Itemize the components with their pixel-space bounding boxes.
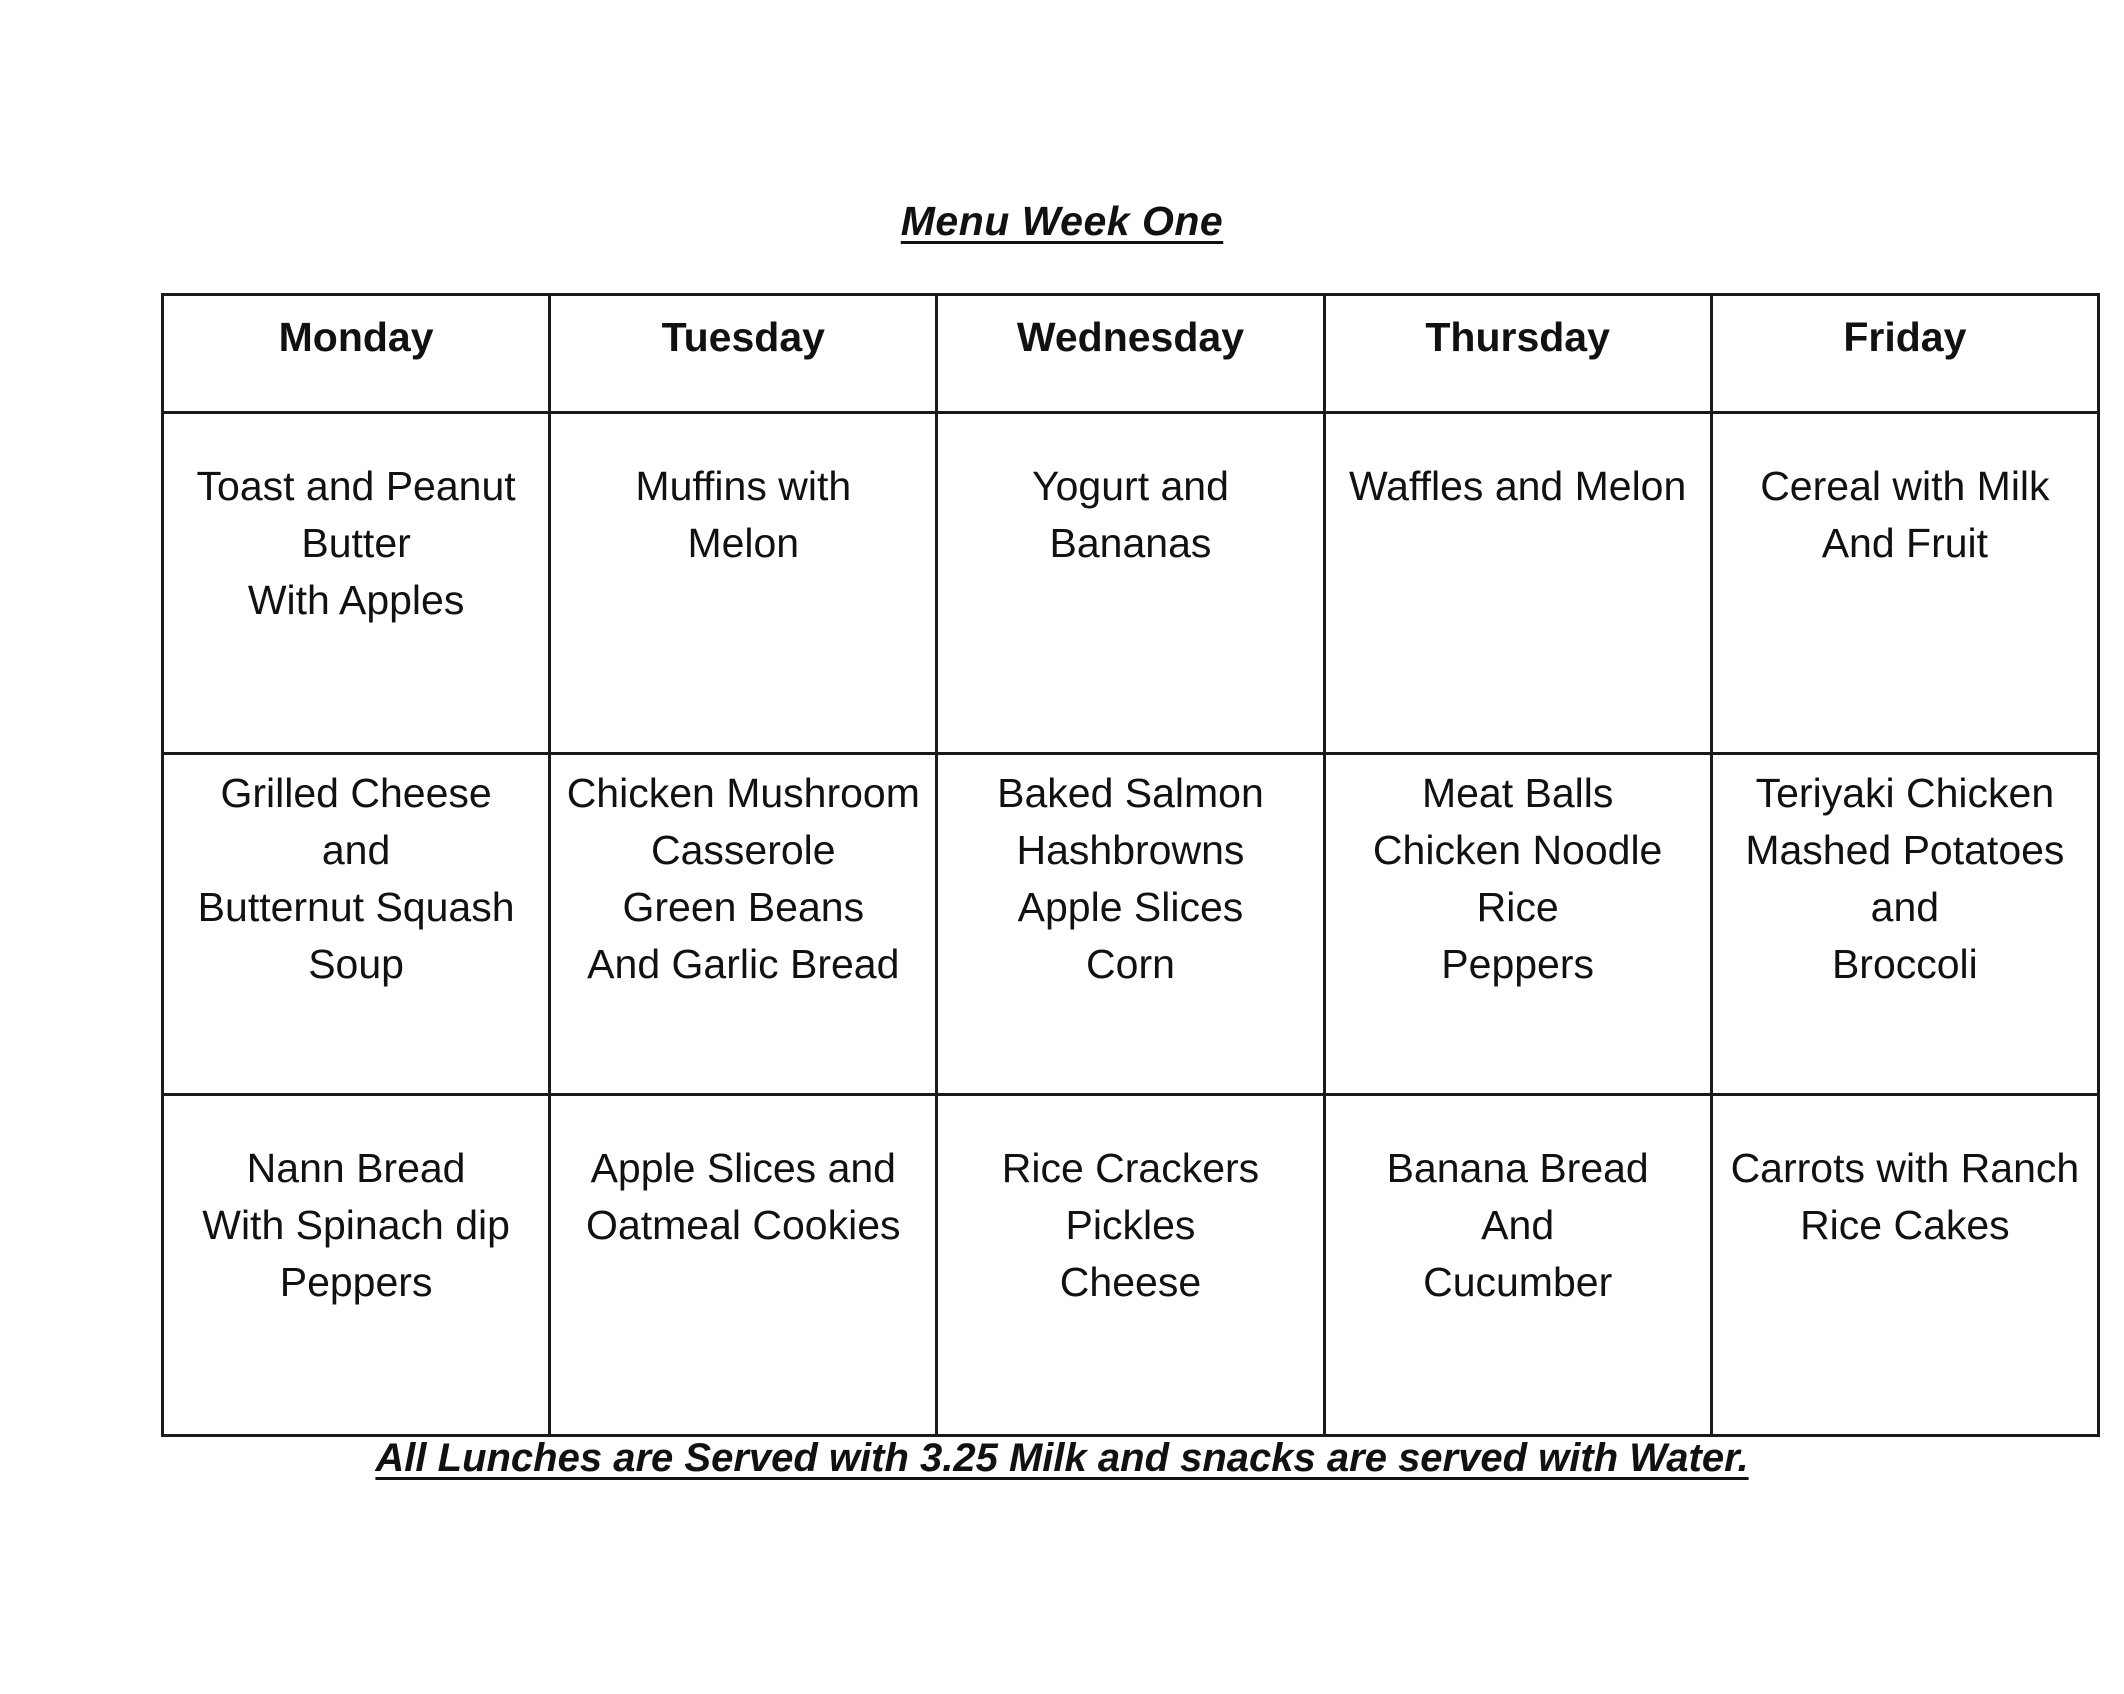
menu-item-line: With Apples xyxy=(247,577,465,623)
menu-item-line: And Garlic Bread xyxy=(587,941,900,987)
menu-item-line: Chicken Mushroom xyxy=(566,770,920,816)
day-header-friday: Friday xyxy=(1711,295,2098,413)
menu-item-line: Casserole xyxy=(650,827,836,873)
menu-item-line: And Fruit xyxy=(1821,520,1989,566)
menu-item-line: Melon xyxy=(687,520,800,566)
menu-item-line: Cucumber xyxy=(1423,1259,1613,1305)
menu-item-line: Oatmeal Cookies xyxy=(586,1202,901,1248)
menu-item-line: Bananas xyxy=(1049,520,1212,566)
menu-item-line: and xyxy=(321,827,391,873)
menu-item-line: Cereal with Milk xyxy=(1760,463,2050,509)
menu-cell xyxy=(1711,413,2098,754)
menu-item-line: Toast and Peanut xyxy=(196,463,516,509)
menu-item-line: Muffins with xyxy=(635,463,852,509)
menu-cell xyxy=(163,754,550,1095)
menu-item-line: Carrots with Ranch xyxy=(1730,1145,2080,1191)
menu-item-line: Peppers xyxy=(1441,941,1595,987)
menu-item-line: Meat Balls xyxy=(1421,770,1614,816)
menu-item-line: Banana Bread xyxy=(1386,1145,1649,1191)
day-header-thursday: Thursday xyxy=(1324,295,1711,413)
menu-item-line: Apple Slices and xyxy=(590,1145,896,1191)
menu-item-line: Rice xyxy=(1476,884,1559,930)
menu-table xyxy=(161,293,2100,1437)
menu-item-line: Teriyaki Chicken xyxy=(1755,770,2055,816)
menu-item-line: Peppers xyxy=(279,1259,433,1305)
menu-item-line: Grilled Cheese xyxy=(220,770,492,816)
menu-item-line: Green Beans xyxy=(622,884,865,930)
table-row xyxy=(163,1095,2099,1436)
header-row xyxy=(163,295,2099,413)
menu-cell xyxy=(1324,754,1711,1095)
menu-item-line: Chicken Noodle xyxy=(1372,827,1663,873)
day-header-tuesday: Tuesday xyxy=(550,295,937,413)
menu-cell xyxy=(1324,1095,1711,1436)
menu-item-line: and xyxy=(1870,884,1940,930)
menu-cell xyxy=(163,1095,550,1436)
table-row xyxy=(163,413,2099,754)
menu-item-line: Yogurt and xyxy=(1032,463,1229,509)
menu-item-line: Apple Slices xyxy=(1017,884,1244,930)
table-row xyxy=(163,754,2099,1095)
menu-item-line: Rice Crackers xyxy=(1001,1145,1260,1191)
menu-item-line: Pickles xyxy=(1065,1202,1196,1248)
menu-cell xyxy=(937,1095,1324,1436)
menu-item-line: Corn xyxy=(1086,941,1175,987)
menu-cell xyxy=(937,413,1324,754)
menu-cell xyxy=(1711,1095,2098,1436)
menu-cell xyxy=(1324,413,1711,754)
footnote: All Lunches are Served with 3.25 Milk and snacks are served with Water. xyxy=(375,1436,1749,1480)
menu-item-line: Butternut Squash xyxy=(197,884,515,930)
menu-cell xyxy=(937,754,1324,1095)
menu-item-line: Cheese xyxy=(1059,1259,1202,1305)
menu-item-line: Butter xyxy=(301,520,411,566)
day-header-wednesday: Wednesday xyxy=(937,295,1324,413)
menu-item-line: Waffles and Melon xyxy=(1349,463,1687,509)
menu-item-line: Mashed Potatoes xyxy=(1745,827,2065,873)
menu-item-line: And xyxy=(1481,1202,1555,1248)
menu-item-line: Soup xyxy=(308,941,404,987)
menu-cell xyxy=(1711,754,2098,1095)
menu-item-line: Rice Cakes xyxy=(1800,1202,2010,1248)
page-title: Menu Week One xyxy=(900,198,1224,244)
menu-cell xyxy=(550,754,937,1095)
menu-cell xyxy=(163,413,550,754)
menu-item-line: Baked Salmon xyxy=(997,770,1264,816)
menu-item-line: With Spinach dip xyxy=(202,1202,510,1248)
menu-cell xyxy=(550,1095,937,1436)
menu-cell xyxy=(550,413,937,754)
menu-item-line: Hashbrowns xyxy=(1016,827,1245,873)
menu-item-line: Broccoli xyxy=(1831,941,1978,987)
menu-item-line: Nann Bread xyxy=(246,1145,466,1191)
day-header-monday: Monday xyxy=(163,295,550,413)
